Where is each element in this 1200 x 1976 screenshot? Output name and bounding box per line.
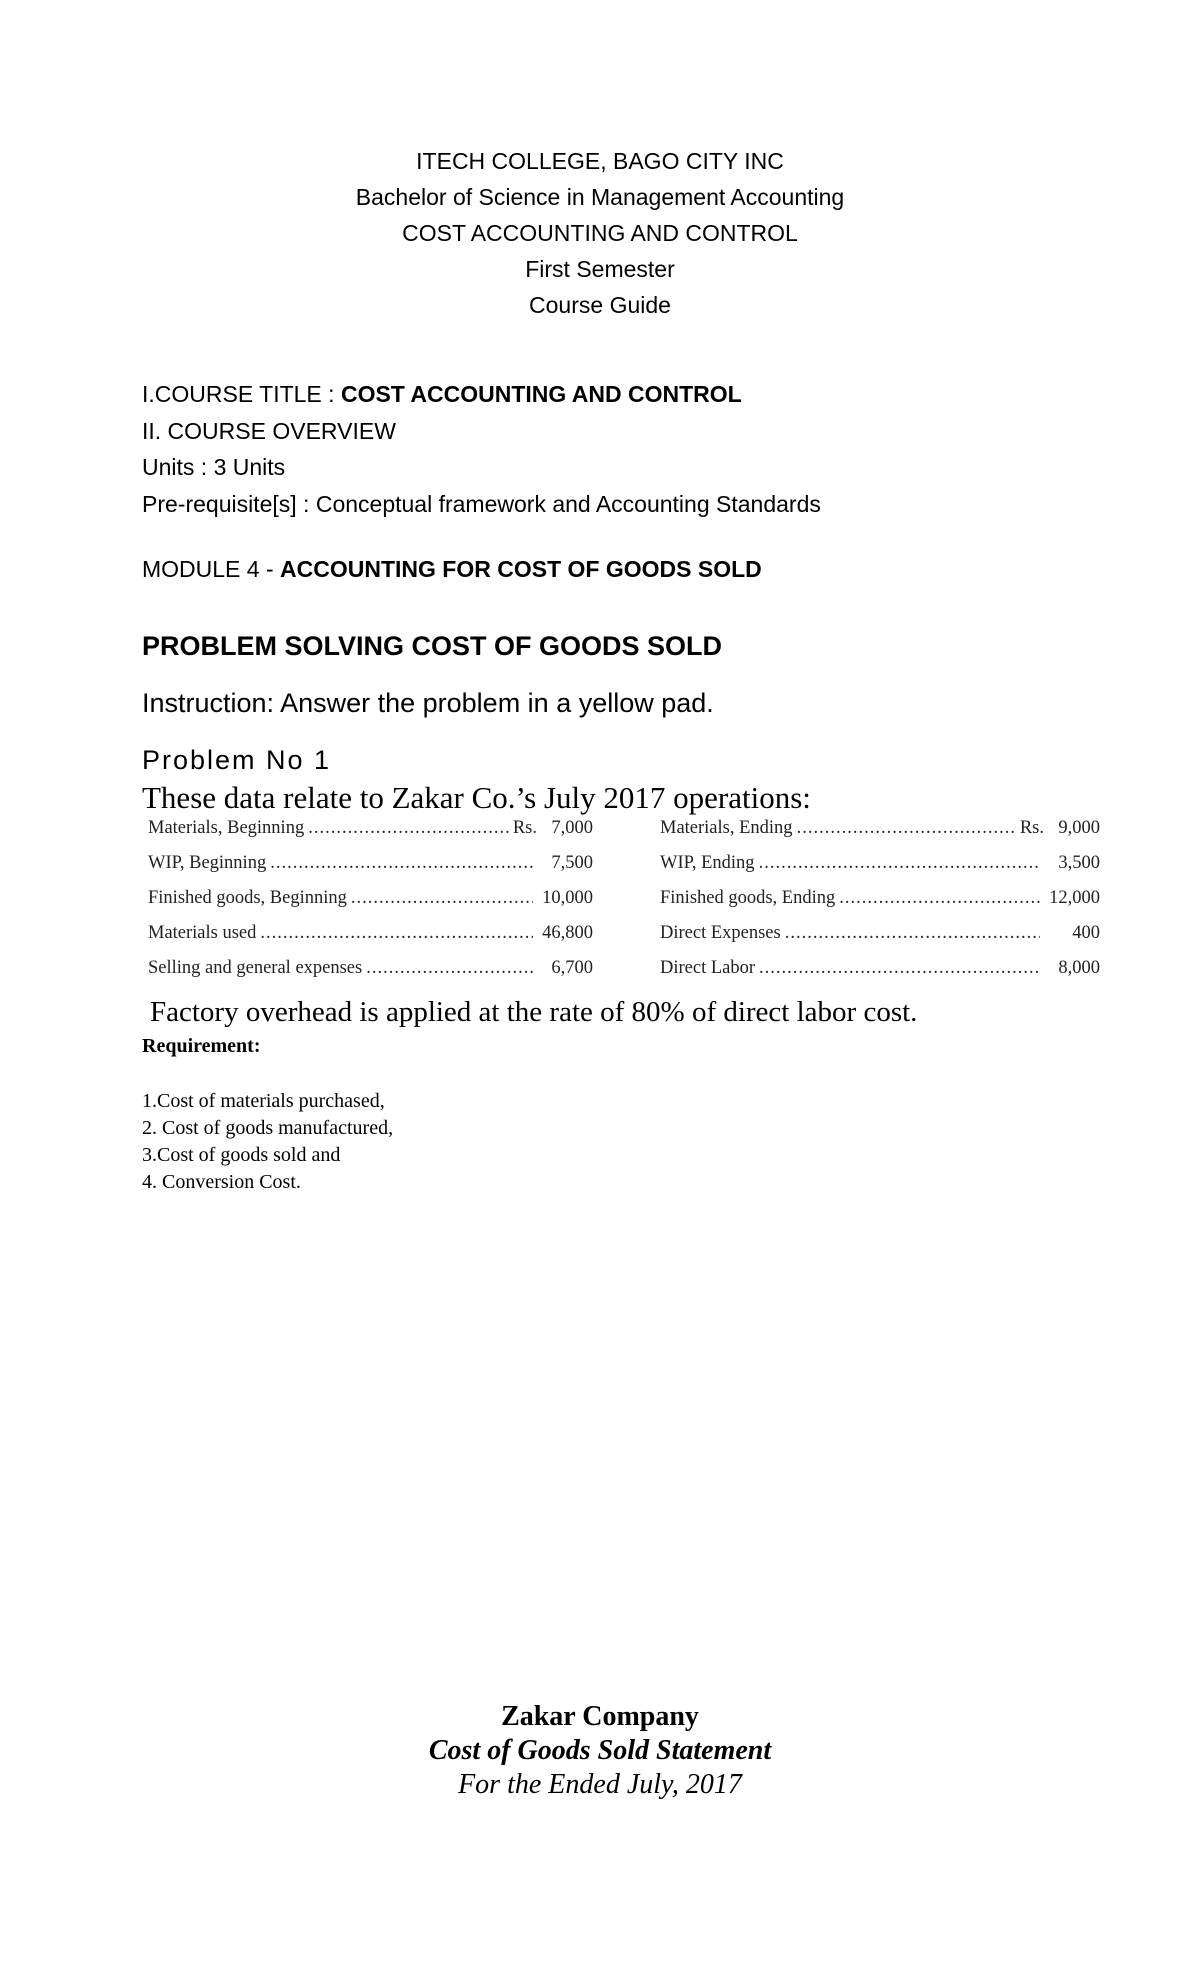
list-item: 3.Cost of goods sold and	[142, 1144, 341, 1166]
data-label: Materials, Beginning	[148, 818, 305, 838]
list-item: 4. Conversion Cost.	[142, 1171, 301, 1193]
data-row	[660, 923, 1100, 958]
data-amount: 6,700	[551, 958, 593, 978]
course-header	[0, 143, 1200, 323]
module-title: ACCOUNTING FOR COST OF GOODS SOLD	[280, 556, 762, 582]
data-column-right	[660, 818, 1100, 993]
college-name: ITECH COLLEGE, BAGO CITY INC	[416, 148, 784, 174]
statement-company: Zakar Company	[501, 1701, 699, 1732]
data-label: Selling and general expenses	[148, 958, 363, 978]
data-row	[660, 853, 1100, 888]
course-title-label: I.COURSE TITLE :	[142, 381, 341, 407]
leader-dots	[366, 958, 533, 979]
requirement-label: Requirement:	[142, 1035, 261, 1057]
module-heading	[142, 556, 762, 583]
data-amount: 9,000	[1058, 818, 1100, 838]
data-label: Materials, Ending	[660, 818, 793, 838]
leader-dots	[759, 853, 1040, 874]
leader-dots	[785, 923, 1040, 944]
data-row	[660, 888, 1100, 923]
data-amount: 10,000	[542, 888, 593, 908]
data-amount: 7,000	[551, 818, 593, 838]
data-row	[148, 923, 593, 958]
leader-dots	[260, 923, 533, 944]
leader-dots	[797, 818, 1016, 839]
data-column-left	[148, 818, 593, 993]
data-row	[148, 818, 593, 853]
semester: First Semester	[525, 256, 675, 282]
data-label: Direct Expenses	[660, 923, 781, 943]
data-label: WIP, Beginning	[148, 853, 267, 873]
statement-period: For the Ended July, 2017	[458, 1769, 742, 1800]
program-name: Bachelor of Science in Management Accounting	[355, 184, 845, 210]
data-amount: 46,800	[542, 923, 593, 943]
list-item: 2. Cost of goods manufactured,	[142, 1117, 394, 1139]
module-label: MODULE 4 -	[142, 556, 281, 582]
list-item: 1.Cost of materials purchased,	[142, 1090, 385, 1112]
data-row	[148, 958, 593, 993]
requirement-list	[142, 1088, 393, 1196]
course-name: COST ACCOUNTING AND CONTROL	[402, 220, 798, 246]
leader-dots	[759, 958, 1040, 979]
instruction-text: Instruction: Answer the problem in a yellow pad.	[142, 688, 714, 718]
data-label: Direct Labor	[660, 958, 756, 978]
data-label: WIP, Ending	[660, 853, 755, 873]
course-overview	[142, 376, 821, 522]
data-label: Finished goods, Beginning	[148, 888, 347, 908]
data-row	[660, 818, 1100, 853]
data-amount: 8,000	[1058, 958, 1100, 978]
data-amount: 3,500	[1058, 853, 1100, 873]
data-label: Finished goods, Ending	[660, 888, 836, 908]
problem-section-title: PROBLEM SOLVING COST OF GOODS SOLD	[142, 631, 723, 661]
prerequisite-line: Pre-requisite[s] : Conceptual framework and Accounting Standards	[142, 490, 821, 517]
currency: Rs.	[512, 818, 537, 838]
statement-title: Cost of Goods Sold Statement	[428, 1735, 772, 1766]
units-line: Units : 3 Units	[142, 454, 286, 480]
leader-dots	[351, 888, 533, 909]
leader-dots	[839, 888, 1040, 909]
currency: Rs.	[1019, 818, 1044, 838]
course-title-line	[142, 376, 821, 413]
data-label: Materials used	[148, 923, 257, 943]
data-row	[660, 958, 1100, 993]
guide-label: Course Guide	[529, 292, 671, 318]
overhead-note: Factory overhead is applied at the rate of 80% of direct labor cost.	[150, 996, 918, 1028]
data-amount: 400	[1072, 923, 1100, 943]
problem-number: Problem No 1	[142, 745, 332, 775]
overview-label: II. COURSE OVERVIEW	[142, 417, 396, 444]
course-title-value: COST ACCOUNTING AND CONTROL	[340, 381, 742, 407]
data-amount: 7,500	[551, 853, 593, 873]
problem-intro: These data relate to Zakar Co.’s July 2017 operations:	[142, 780, 811, 815]
data-row	[148, 853, 593, 888]
statement-heading	[0, 1700, 1200, 1802]
leader-dots	[270, 853, 533, 874]
data-row	[148, 888, 593, 923]
data-amount: 12,000	[1049, 888, 1100, 908]
leader-dots	[308, 818, 509, 839]
